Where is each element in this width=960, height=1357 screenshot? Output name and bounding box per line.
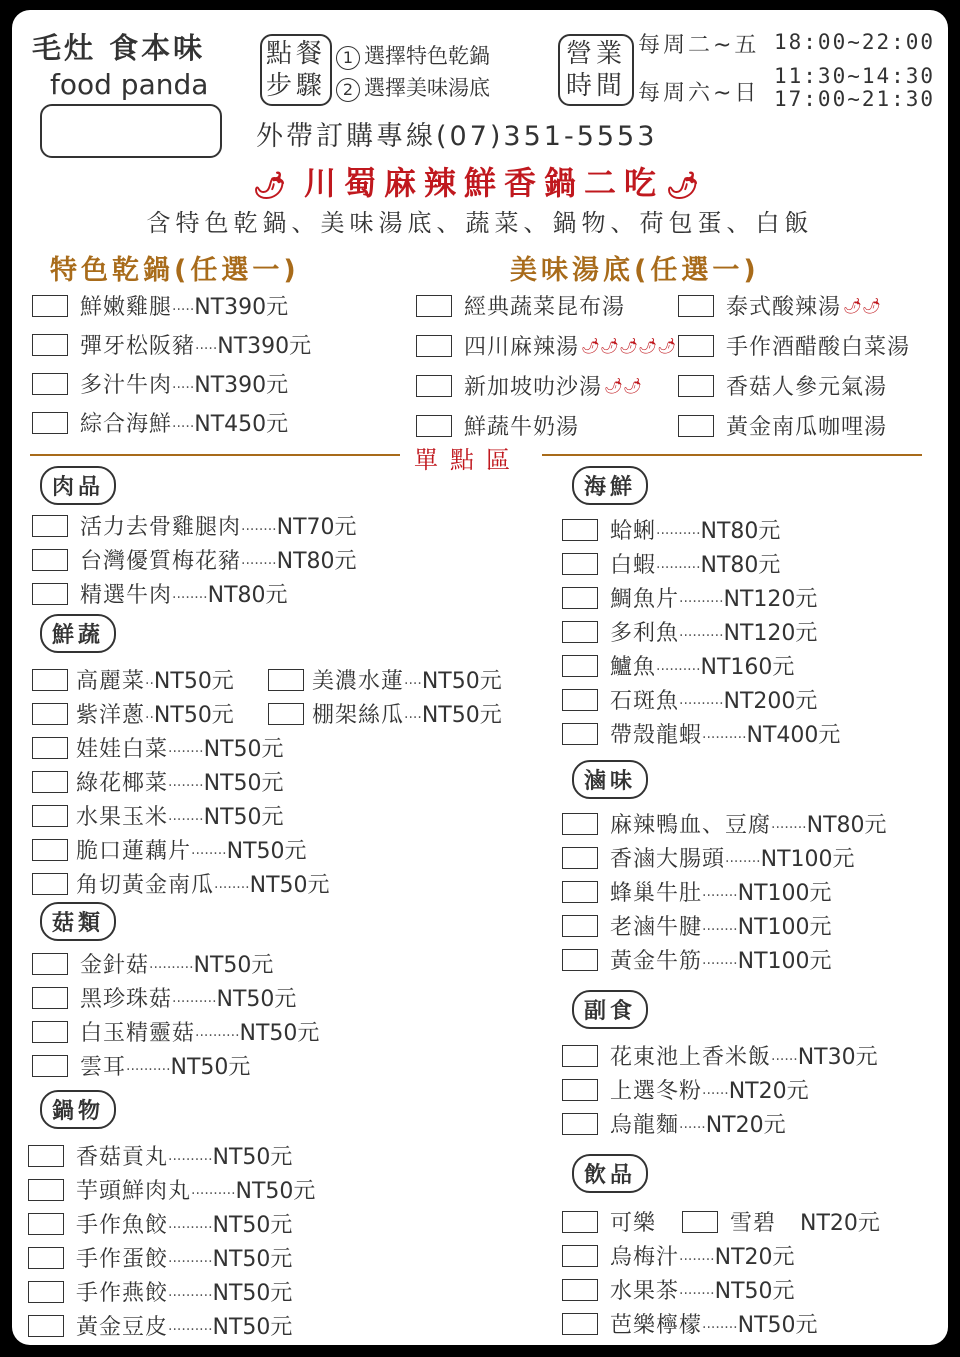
menu-item <box>562 684 817 715</box>
checkbox[interactable] <box>28 1179 64 1201</box>
item-price: NT50元 <box>249 873 330 898</box>
menu-item <box>562 616 817 647</box>
checkbox[interactable] <box>416 375 452 397</box>
item-price: NT50元 <box>216 987 297 1012</box>
leader-dots: .......... <box>679 589 724 606</box>
item-name: 手作酒醋酸白菜湯 <box>726 335 911 360</box>
item-price: NT20元 <box>728 1079 809 1104</box>
menu-item <box>32 1050 250 1081</box>
logo-placeholder <box>40 104 222 158</box>
leader-dots: .......... <box>168 1215 213 1232</box>
checkbox[interactable] <box>562 847 598 869</box>
weekend-label: 每周六~日 <box>638 81 760 106</box>
item-name: 芭樂檸檬 <box>610 1313 703 1338</box>
leader-dots: .......... <box>702 725 747 742</box>
item-name: 上選冬粉 <box>610 1079 703 1104</box>
weekend-hours-1: 11:30~14:30 <box>774 64 936 88</box>
divider-left <box>30 454 400 456</box>
leader-dots: ..... <box>195 336 218 353</box>
item-price: NT20元 <box>714 1245 795 1270</box>
checkbox[interactable] <box>32 583 68 605</box>
item-name: 手作魚餃 <box>76 1213 169 1238</box>
checkbox[interactable] <box>32 805 68 827</box>
checkbox[interactable] <box>562 587 598 609</box>
checkbox[interactable] <box>32 873 68 895</box>
checkbox[interactable] <box>32 987 68 1009</box>
leader-dots: .......... <box>191 1181 236 1198</box>
menu-item <box>562 1108 786 1139</box>
checkbox[interactable] <box>32 953 68 975</box>
checkbox[interactable] <box>562 1079 598 1101</box>
item-name: 美濃水蓮 <box>312 669 405 694</box>
item-name: 黃金南瓜咖哩湯 <box>726 415 888 440</box>
item-name: 雪碧 <box>730 1211 777 1236</box>
hours-label-line2: 時間 <box>565 71 626 101</box>
checkbox[interactable] <box>32 839 68 861</box>
checkbox[interactable] <box>562 1113 598 1135</box>
checkbox[interactable] <box>32 1055 68 1077</box>
item-name: 香滷大腸頭 <box>610 847 726 872</box>
checkbox[interactable] <box>562 519 598 541</box>
spice-level-icon: 🌶🌶🌶🌶🌶 <box>581 336 677 355</box>
item-price: NT50元 <box>421 669 502 694</box>
checkbox[interactable] <box>32 412 68 434</box>
brand-subtitle: food panda <box>50 68 209 101</box>
item-name: 多汁牛肉 <box>80 373 173 398</box>
item-name: 角切黃金南瓜 <box>76 873 215 898</box>
item-price: NT50元 <box>737 1313 818 1338</box>
item-name: 黃金豆皮 <box>76 1315 169 1340</box>
menu-item <box>28 1242 292 1273</box>
menu-item <box>32 732 284 763</box>
soup-heading: 美味湯底(任選一) <box>510 255 760 286</box>
item-price: NT400元 <box>746 723 841 748</box>
item-name: 香菇人參元氣湯 <box>726 375 888 400</box>
checkbox[interactable] <box>32 703 68 725</box>
menu-item <box>562 650 794 681</box>
section-tag-mushroom: 菇類 <box>40 902 116 941</box>
menu-item <box>28 1140 292 1171</box>
weekday-label: 每周二~五 <box>638 33 760 58</box>
item-price: NT50元 <box>193 953 274 978</box>
menu-item <box>562 718 840 749</box>
menu-item <box>32 510 357 541</box>
leader-dots: ........ <box>702 951 738 968</box>
checkbox[interactable] <box>562 723 598 745</box>
hotline: 外帶訂購專線(07)351-5553 <box>256 121 658 152</box>
menu-item <box>562 944 832 975</box>
brand-name: 毛灶 食本味 <box>32 31 206 65</box>
chili-icon: 🌶 <box>666 171 708 201</box>
checkbox[interactable] <box>32 771 68 793</box>
item-name: 手作燕餃 <box>76 1281 169 1306</box>
item-name: 泰式酸辣湯 <box>726 295 842 320</box>
menu-item <box>562 910 832 941</box>
section-tag-drinks: 飲品 <box>572 1154 648 1193</box>
menu-item <box>32 329 311 360</box>
leader-dots: .......... <box>172 989 217 1006</box>
item-price: NT160元 <box>700 655 795 680</box>
item-price: NT70元 <box>276 515 357 540</box>
item-name: 帶殼龍蝦 <box>610 723 703 748</box>
checkbox[interactable] <box>416 335 452 357</box>
item-name: 烏龍麵 <box>610 1113 680 1138</box>
menu-item <box>32 982 296 1013</box>
checkbox[interactable] <box>682 1211 718 1233</box>
menu-item <box>32 834 307 865</box>
menu-item <box>562 1274 795 1305</box>
leader-dots: ........ <box>725 849 761 866</box>
leader-dots: .......... <box>149 955 194 972</box>
leader-dots: .......... <box>656 555 701 572</box>
leader-dots: ........ <box>168 739 204 756</box>
checkbox[interactable] <box>562 655 598 677</box>
checkbox[interactable] <box>562 881 598 903</box>
item-name: 新加坡叻沙湯 <box>464 375 603 400</box>
checkbox[interactable] <box>28 1145 64 1167</box>
hours-label <box>558 34 634 106</box>
leader-dots: .......... <box>656 521 701 538</box>
checkbox[interactable] <box>562 553 598 575</box>
menu-item <box>562 1206 880 1237</box>
item-price: NT80元 <box>276 549 357 574</box>
checkbox[interactable] <box>32 515 68 537</box>
checkbox[interactable] <box>32 373 68 395</box>
section-tag-braised: 滷味 <box>572 760 648 799</box>
item-price: NT50元 <box>212 1281 293 1306</box>
item-price: NT50元 <box>212 1145 293 1170</box>
leader-dots: ........ <box>191 841 227 858</box>
menu-item <box>32 368 288 399</box>
item-name: 鯛魚片 <box>610 587 680 612</box>
item-price: NT390元 <box>217 334 312 359</box>
leader-dots: ........ <box>702 1315 738 1332</box>
spice-level-icon: 🌶🌶 <box>843 296 882 315</box>
item-name: 四川麻辣湯 <box>464 335 580 360</box>
item-name: 多利魚 <box>610 621 680 646</box>
item-price: NT80元 <box>700 553 781 578</box>
menu-item <box>32 766 284 797</box>
menu-item <box>562 1040 878 1071</box>
menu-item <box>562 514 780 545</box>
item-name: 鮮嫩雞腿 <box>80 295 173 320</box>
item-name: 活力去骨雞腿肉 <box>80 515 242 540</box>
leader-dots: ........ <box>241 517 277 534</box>
item-name: 白蝦 <box>610 553 657 578</box>
leader-dots: ........ <box>702 883 738 900</box>
item-price: NT50元 <box>203 737 284 762</box>
item-price: NT390元 <box>194 373 289 398</box>
item-price: NT450元 <box>194 412 289 437</box>
menu-item <box>562 1308 818 1339</box>
checkbox[interactable] <box>562 621 598 643</box>
item-name: 手作蛋餃 <box>76 1247 169 1272</box>
leader-dots: ...... <box>771 1047 798 1064</box>
item-price: NT50元 <box>212 1315 293 1340</box>
leader-dots: .......... <box>168 1317 213 1334</box>
checkbox[interactable] <box>32 295 68 317</box>
item-name: 蜂巢牛肚 <box>610 881 703 906</box>
item-price: NT50元 <box>153 703 234 728</box>
checkbox[interactable] <box>562 1045 598 1067</box>
menu-item <box>562 808 887 839</box>
menu-item <box>32 578 288 609</box>
item-name: 紫洋蔥 <box>76 703 146 728</box>
leader-dots: ...... <box>679 1115 706 1132</box>
item-price: NT50元 <box>239 1021 320 1046</box>
checkbox[interactable] <box>28 1247 64 1269</box>
leader-dots: ........ <box>702 917 738 934</box>
item-price: NT80元 <box>207 583 288 608</box>
item-price: NT50元 <box>226 839 307 864</box>
item-name: 黃金牛筋 <box>610 949 703 974</box>
checkbox[interactable] <box>268 703 304 725</box>
menu-item <box>416 330 676 361</box>
menu-item <box>678 290 881 321</box>
leader-dots: .......... <box>168 1249 213 1266</box>
leader-dots: ........ <box>679 1281 715 1298</box>
section-tag-pot: 鍋物 <box>40 1090 116 1129</box>
item-name: 香菇貢丸 <box>76 1145 169 1170</box>
item-name: 台灣優質梅花豬 <box>80 549 242 574</box>
item-price: NT20元 <box>705 1113 786 1138</box>
menu-item <box>28 1174 315 1205</box>
leader-dots: ........ <box>241 551 277 568</box>
item-price: NT50元 <box>212 1213 293 1238</box>
checkbox[interactable] <box>562 813 598 835</box>
set-description: 含特色乾鍋、美味湯底、蔬菜、鍋物、荷包蛋、白飯 <box>146 209 814 237</box>
checkbox[interactable] <box>562 689 598 711</box>
item-price: NT30元 <box>797 1045 878 1070</box>
item-name: 脆口蓮藕片 <box>76 839 192 864</box>
step-1: 1 選擇特色乾鍋 <box>336 40 490 70</box>
alacarte-title: 單點區 <box>414 446 522 474</box>
item-price: NT50元 <box>212 1247 293 1272</box>
item-name: 老滷牛腱 <box>610 915 703 940</box>
section-tag-meat: 肉品 <box>40 466 116 505</box>
leader-dots: .... <box>404 705 422 722</box>
item-price: NT50元 <box>170 1055 251 1080</box>
item-price: NT120元 <box>723 587 818 612</box>
hours-label-line1: 營業 <box>565 39 626 69</box>
item-price: NT80元 <box>700 519 781 544</box>
steps-label-line2: 步驟 <box>266 71 327 101</box>
checkbox[interactable] <box>678 295 714 317</box>
menu-item <box>32 698 234 729</box>
menu-item <box>562 1240 795 1271</box>
item-price: NT200元 <box>723 689 818 714</box>
item-name: 綜合海鮮 <box>80 412 173 437</box>
menu-item <box>562 876 832 907</box>
leader-dots: .......... <box>168 1283 213 1300</box>
item-price: NT100元 <box>737 949 832 974</box>
item-name: 可樂 <box>610 1211 657 1236</box>
item-name: 黑珍珠菇 <box>80 987 173 1012</box>
leader-dots: ........ <box>214 875 250 892</box>
checkbox[interactable] <box>28 1281 64 1303</box>
item-price: NT100元 <box>737 881 832 906</box>
item-name: 經典蔬菜昆布湯 <box>464 295 626 320</box>
item-price: NT50元 <box>153 669 234 694</box>
menu-item <box>562 582 817 613</box>
leader-dots: .......... <box>679 623 724 640</box>
leader-dots: .. <box>145 671 154 688</box>
item-price: NT80元 <box>806 813 887 838</box>
checkbox[interactable] <box>416 415 452 437</box>
item-price: NT50元 <box>203 805 284 830</box>
checkbox[interactable] <box>416 295 452 317</box>
checkbox[interactable] <box>32 334 68 356</box>
item-name: 麻辣鴨血、豆腐 <box>610 813 772 838</box>
item-name: 水果玉米 <box>76 805 169 830</box>
checkbox[interactable] <box>562 1279 598 1301</box>
checkbox[interactable] <box>678 415 714 437</box>
menu-item <box>268 664 502 695</box>
checkbox[interactable] <box>562 915 598 937</box>
item-name: 金針菇 <box>80 953 150 978</box>
menu-item <box>32 664 234 695</box>
item-price: NT100元 <box>760 847 855 872</box>
item-price: NT50元 <box>235 1179 316 1204</box>
item-name: 棚架絲瓜 <box>312 703 405 728</box>
menu-item <box>268 698 502 729</box>
leader-dots: .... <box>404 671 422 688</box>
item-name: 彈牙松阪豬 <box>80 334 196 359</box>
menu-item <box>416 290 625 321</box>
set-title: 🌶 川蜀麻辣鮮香鍋二吃🌶 <box>252 164 708 202</box>
item-name: 烏梅汁 <box>610 1245 680 1270</box>
item-name: 白玉精靈菇 <box>80 1021 196 1046</box>
weekend-hours-2: 17:00~21:30 <box>774 87 936 111</box>
leader-dots: .......... <box>168 1147 213 1164</box>
spice-level-icon: 🌶🌶 <box>604 376 643 395</box>
menu-item <box>32 544 357 575</box>
menu-item <box>678 410 887 441</box>
menu-item <box>678 370 887 401</box>
weekday-hours: 18:00~22:00 <box>774 30 936 54</box>
section-tag-staple: 副食 <box>572 990 648 1029</box>
step-2: 2 選擇美味湯底 <box>336 72 490 102</box>
menu-item <box>28 1310 292 1341</box>
leader-dots: ..... <box>172 297 195 314</box>
leader-dots: ........ <box>172 585 208 602</box>
item-price: NT120元 <box>723 621 818 646</box>
checkbox[interactable] <box>562 1313 598 1335</box>
steps-label-line1: 點餐 <box>266 39 327 69</box>
menu-item <box>32 290 288 321</box>
order-steps-label <box>260 34 332 106</box>
item-name: 精選牛肉 <box>80 583 173 608</box>
menu-item <box>416 370 642 401</box>
leader-dots: ........ <box>168 807 204 824</box>
item-price: NT50元 <box>203 771 284 796</box>
checkbox[interactable] <box>268 669 304 691</box>
leader-dots: .......... <box>656 657 701 674</box>
leader-dots: .......... <box>679 691 724 708</box>
checkbox[interactable] <box>28 1213 64 1235</box>
menu-item <box>562 548 780 579</box>
item-price: NT20元 <box>800 1211 880 1236</box>
checkbox[interactable] <box>562 1211 598 1233</box>
checkbox[interactable] <box>32 1021 68 1043</box>
leader-dots: ........ <box>771 815 807 832</box>
checkbox[interactable] <box>32 549 68 571</box>
section-tag-seafood: 海鮮 <box>572 466 648 505</box>
checkbox[interactable] <box>32 737 68 759</box>
menu-item <box>32 1016 319 1047</box>
item-name: 鮮蔬牛奶湯 <box>464 415 580 440</box>
dry-pot-heading: 特色乾鍋(任選一) <box>50 255 300 286</box>
item-price: NT50元 <box>421 703 502 728</box>
item-name: 鱸魚 <box>610 655 657 680</box>
leader-dots: ...... <box>702 1081 729 1098</box>
leader-dots: ........ <box>168 773 204 790</box>
divider-right <box>542 454 922 456</box>
leader-dots: ........ <box>679 1247 715 1264</box>
item-price: NT50元 <box>714 1279 795 1304</box>
leader-dots: .......... <box>195 1023 240 1040</box>
menu-item <box>32 868 330 899</box>
leader-dots: ..... <box>172 414 195 431</box>
leader-dots: ..... <box>172 375 195 392</box>
chili-icon: 🌶 <box>252 171 294 201</box>
checkbox[interactable] <box>678 335 714 357</box>
item-name: 水果茶 <box>610 1279 680 1304</box>
item-name: 蛤蜊 <box>610 519 657 544</box>
section-tag-veg: 鮮蔬 <box>40 614 116 653</box>
menu-sheet <box>12 10 948 1345</box>
leader-dots: .......... <box>126 1057 171 1074</box>
item-name: 高麗菜 <box>76 669 146 694</box>
item-name: 綠花椰菜 <box>76 771 169 796</box>
checkbox[interactable] <box>678 375 714 397</box>
item-name: 芋頭鮮肉丸 <box>76 1179 192 1204</box>
menu-item <box>28 1276 292 1307</box>
menu-item <box>32 407 288 438</box>
menu-item <box>32 800 284 831</box>
menu-item <box>32 948 273 979</box>
checkbox[interactable] <box>562 949 598 971</box>
menu-item <box>416 410 579 441</box>
menu-item <box>562 842 855 873</box>
item-name: 娃娃白菜 <box>76 737 169 762</box>
checkbox[interactable] <box>32 669 68 691</box>
item-name: 石斑魚 <box>610 689 680 714</box>
item-price: NT100元 <box>737 915 832 940</box>
leader-dots: .. <box>145 705 154 722</box>
item-name: 花東池上香米飯 <box>610 1045 772 1070</box>
menu-item <box>562 1074 809 1105</box>
item-name: 雲耳 <box>80 1055 127 1080</box>
checkbox[interactable] <box>562 1245 598 1267</box>
item-price: NT390元 <box>194 295 289 320</box>
checkbox[interactable] <box>28 1315 64 1337</box>
menu-item <box>678 330 910 361</box>
menu-item <box>28 1208 292 1239</box>
